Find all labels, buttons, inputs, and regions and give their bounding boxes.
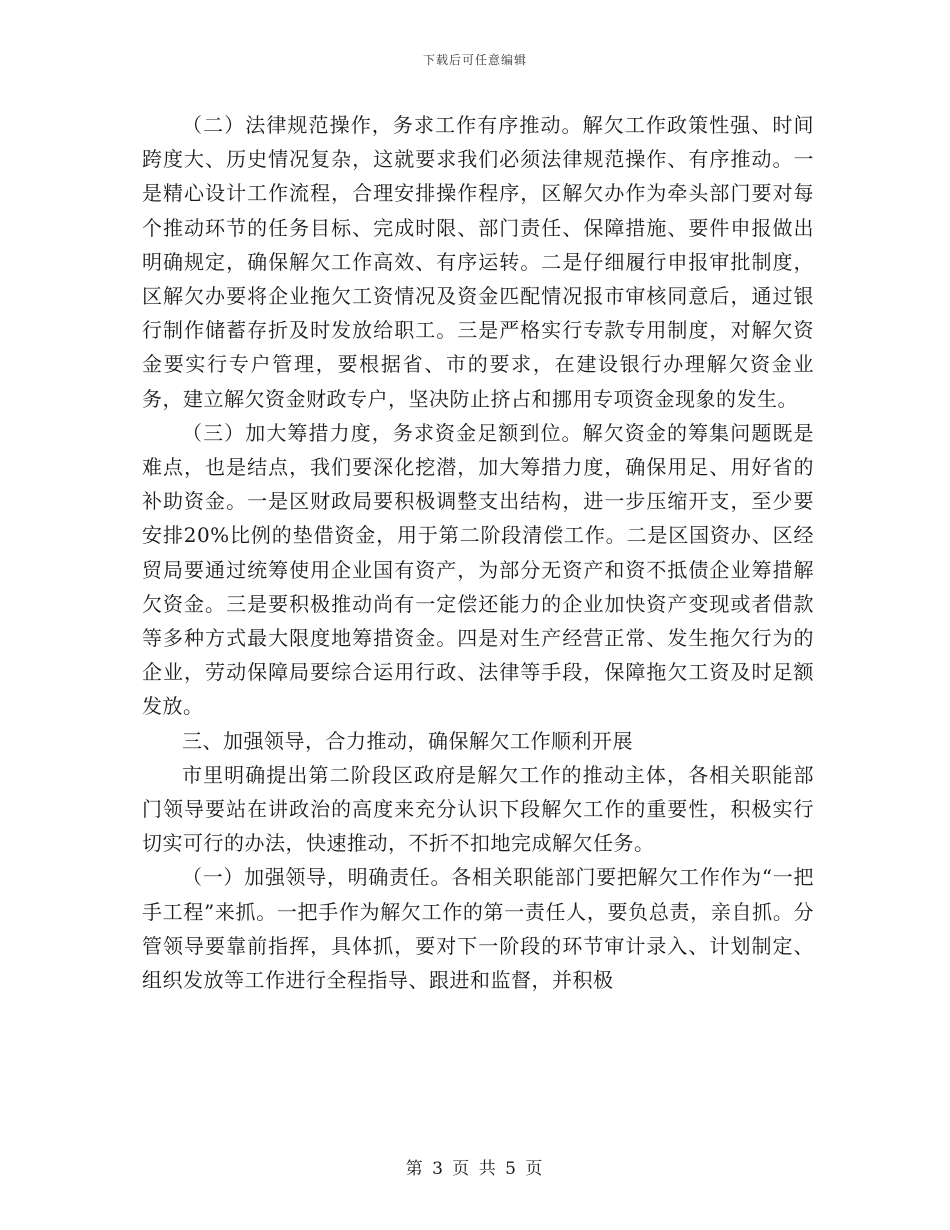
paragraph-legal-operation: （二）法律规范操作，务求工作有序推动。解欠工作政策性强、时间跨度大、历史情况复杂，这就要求我们必须法律规范操作、有序推动。一是精心设计工作流程，合理安排操作程序，区解欠办作为牵头部门要对每个推动环节的任务目标、完成时限、部门责任、保障措施、要件申报做出明确规定，确保解欠工作高效、有序运转。二是仔细履行申报审批制度，区解欠办要将企业拖欠工资情况及资金匹配情况报市审核同意后，通过银行制作储蓄存折及时发放给职工。三是严格实行专款专用制度，对解欠资金要实行专户管理，要根据省、市的要求，在建设银行办理解欠资金业务，建立解欠资金财政专户，坚决防止挤占和挪用专项资金现象的发生。 (142, 113, 814, 411)
document-body (142, 108, 814, 997)
page-number-footer: 第 3 页 共 5 页 (405, 1159, 545, 1179)
paragraph-clarify-responsibility: （一）加强领导，明确责任。各相关职能部门要把解欠工作作为“一把手工程”来抓。一把手作为解欠工作的第一责任人，要负总责，亲自抓。分管领导要靠前指挥，具体抓，要对下一阶段的环节审计录入、计划制定、组织发放等工作进行全程指导、跟进和监督，并积极 (142, 865, 814, 993)
page-header: 下载后可任意编辑 (422, 53, 527, 67)
paragraph-fund-raising: （三）加大筹措力度，务求资金足额到位。解欠资金的筹集问题既是难点，也是结点，我们要深化挖潜，加大筹措力度，确保用足、用好省的补助资金。一是区财政局要积极调整支出结构，进一步压缩开支，至少要安排20%比例的垫借资金，用于第二阶段清偿工作。二是区国资办、区经贸局要通过统筹使用企业国有资产，为部分无资产和资不抵债企业筹措解欠资金。三是要积极推动尚有一定偿还能力的企业加快资产变现或者借款等多种方式最大限度地筹措资金。四是对生产经营正常、发生拖欠行为的企业，劳动保障局要综合运用行政、法律等手段，保障拖欠工资及时足额发放。 (142, 420, 814, 719)
section-heading-leadership: 三、加强领导，合力推动，确保解欠工作顺利开展 (182, 728, 633, 753)
paragraph-leadership-intro: 市里明确提出第二阶段区政府是解欠工作的推动主体，各相关职能部门领导要站在讲政治的高度来充分认识下段解欠工作的重要性，积极实行切实可行的办法，快速推动，不折不扣地完成解欠任务。 (142, 762, 814, 856)
